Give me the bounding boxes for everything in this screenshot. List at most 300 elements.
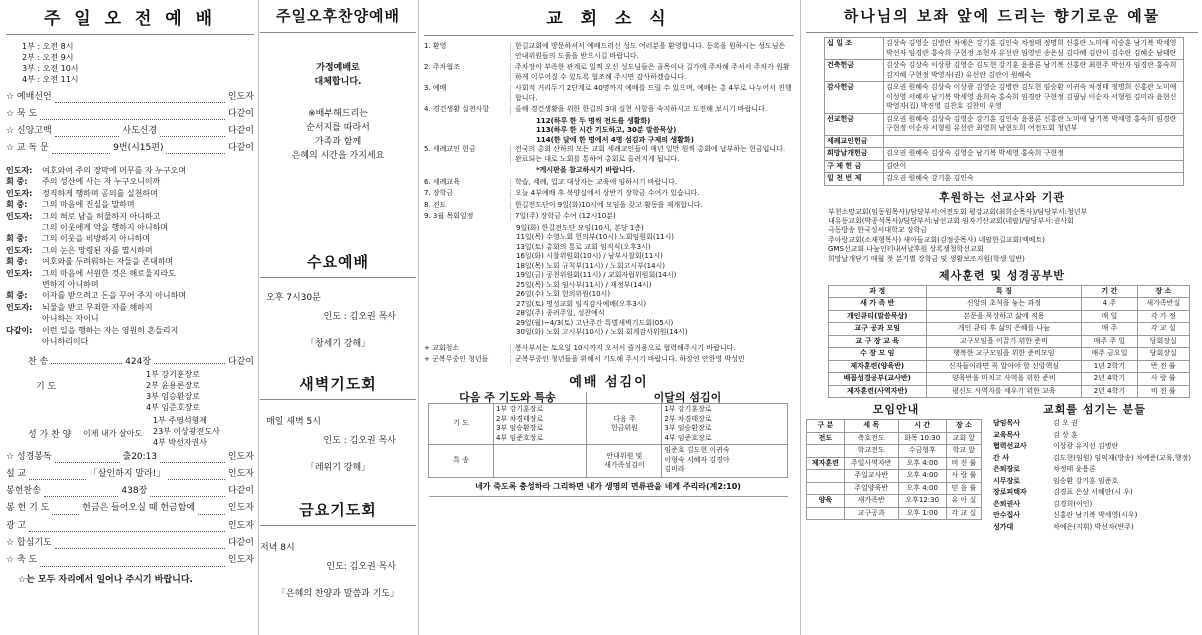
table-cell: 주일교사반	[844, 470, 898, 483]
offering-row	[825, 135, 1184, 148]
schedule-item: 29일(월)~4/3(토) 고난주간 특별새벽기도회(05시)	[516, 318, 674, 327]
offering-row	[825, 148, 1184, 161]
offering-names: 김란이	[884, 160, 1184, 173]
offering-member: 2부 차경태장로	[664, 414, 712, 423]
guide-list	[662, 445, 788, 478]
morning-service-title: 주 일 오 전 예 배	[6, 0, 254, 35]
choir-member: 1부 주영석형제	[153, 415, 208, 425]
order-detail: 9번(시15편)	[113, 143, 164, 153]
table-cell: 전도	[807, 432, 845, 445]
prayer-block	[6, 369, 254, 413]
afternoon-note-line: ※배부해드리는	[308, 109, 368, 119]
morning-service-column	[6, 0, 254, 635]
order-label: 설 교	[6, 468, 27, 479]
afternoon-line: 가정예배로	[316, 63, 360, 73]
header-cell: 세 목	[844, 420, 898, 433]
offering-names	[884, 135, 1184, 148]
table-cell: 교구모임을 이끌기 위한 준비	[926, 335, 1082, 348]
offerings-title: 하나님의 보좌 앞에 드리는 향기로운 예물	[806, 0, 1198, 33]
header-cell: 기 간	[1082, 285, 1137, 298]
news-text: 주차장이 부족한 관계로 일찍 오신 성도님들은 골목이나 길가에 주차해 주셔서 주차가 원활하게 이루어질 수 있도록 협조해 주시면 감사하겠습니다.	[510, 63, 794, 82]
table-cell: 믿 음 률	[946, 482, 981, 495]
mission-item: 극동방송 한국성서대학교 장학금	[828, 226, 928, 235]
dot-leader	[52, 140, 110, 154]
order-leader: 다같이	[227, 537, 254, 548]
servant-role: 장로피택자	[993, 488, 1027, 497]
next-prayer-leader: 2부 차경태장로	[496, 414, 544, 423]
order-leader: 다같이	[227, 126, 254, 136]
table-cell: 양육	[807, 495, 845, 508]
column-divider	[418, 0, 419, 635]
table-cell: 매 일	[1082, 310, 1137, 323]
order-label: 봉헌찬송	[6, 486, 41, 497]
next-prayer-leader: 3부 임승환장로	[496, 424, 544, 432]
servant-names: 차예은(지휘) 박선자(반주)	[1053, 522, 1134, 531]
dot-leader	[166, 140, 224, 154]
news-label: 4. 경건생활 실천사항	[424, 105, 490, 113]
table-cell: 각 교 실	[946, 507, 981, 520]
service-time: 2부 : 오전 9시	[22, 53, 74, 62]
order-label: ☆ 신앙고백	[6, 126, 52, 136]
table-cell: 축호전도	[844, 432, 898, 445]
mission-item: GMS선교회 나눔인터내셔날후원 상록쟁청학선교회	[828, 245, 984, 254]
responsive-text: 여호와를 두려워하는 자들을 존대하며	[42, 257, 174, 267]
order-row	[6, 449, 254, 466]
speaker: 회 중:	[6, 200, 28, 210]
news-item	[424, 63, 794, 82]
schedule-item: 18일(목) 노회 규칙부(11시) / 노회고시부(14시)	[516, 261, 666, 270]
schedule-item: 30일(화) 노회 고시부(10시) / 노회 회계감사위원(14시)	[516, 328, 688, 336]
responsive-line	[6, 336, 254, 347]
servant-role: 안수집사	[993, 511, 1021, 520]
order-row	[6, 535, 254, 552]
header-cell: 시 간	[898, 420, 946, 433]
order-of-worship-top	[6, 89, 254, 157]
order-label: 광 고	[6, 520, 27, 531]
offering-member: 4부 임준호장로	[664, 433, 712, 442]
responsive-line	[6, 188, 254, 199]
meeting-row	[807, 457, 982, 470]
table-cell: 학교 앞	[946, 445, 981, 458]
dawn-leader: 인도 : 김오권 목사	[323, 436, 396, 446]
speaker: 인도자:	[6, 166, 33, 175]
offering-type: 감사헌금	[825, 82, 884, 114]
dot-leader	[29, 518, 225, 532]
prayer-leader: 1부 강기훈장로	[146, 369, 201, 379]
training-row	[829, 360, 1190, 373]
training-title: 제사훈련 및 성경공부반	[939, 268, 1065, 282]
table-cell: 화목 10:30	[898, 432, 946, 445]
hymn-leader: 다같이	[227, 356, 254, 367]
schedule-item: 11일(목) 수영노회 헌의부(10시) 노회임원회(11시)	[516, 233, 674, 241]
responsive-text: 그의 혀로 남을 허물하지 아니하고	[42, 211, 161, 221]
table-cell: 오후 4:00	[898, 457, 946, 470]
offering-member: 1부 강기훈장로	[664, 405, 712, 413]
order-leader: 다같이	[227, 109, 254, 119]
training-row	[829, 298, 1190, 311]
order-leader: 인도자	[227, 520, 254, 531]
order-leader: 다같이	[227, 486, 254, 497]
table-cell: 교회 앞	[946, 432, 981, 445]
table-cell: 신앙의 초석을 놓는 과정	[926, 298, 1082, 311]
hymn-row	[6, 354, 254, 367]
schedule-item: 13일(토) 총회의 통로 교회 임직식(오후3시)	[516, 242, 651, 251]
special-song-value	[494, 445, 587, 478]
news-text: 한길전도단이 9일(화)10시에 모임을 갖고 활동을 재개합니다.	[510, 201, 703, 211]
servant-role: 담임목사	[993, 419, 1021, 428]
servant-names: 신홍란 남기복 박세영(시우)	[1053, 511, 1138, 520]
responsive-line	[6, 268, 254, 279]
hymn-number: 424장	[125, 356, 152, 367]
servant-names: 차정태 윤용론	[1053, 465, 1096, 474]
news-text: 군복무중인 청년들을 위해서 기도해 주시기 바랍니다. 하장연 안한영 박성민	[510, 355, 745, 365]
table-cell: 본문을 묵상하고 삶에 적용	[926, 310, 1082, 323]
table-cell: 새가족반	[844, 495, 898, 508]
schedule-item: 27일(토) 명성교회 임직감사예배(오후3시)	[516, 299, 647, 308]
choir-label: 성 가 찬 양	[28, 429, 72, 440]
responsive-text: 아니하는 자이니	[42, 314, 99, 324]
table-cell: 새 가 족 반	[829, 298, 927, 311]
training-row	[829, 385, 1190, 398]
responsive-text: 뇌물을 받고 무죄한 자를 해하지	[42, 302, 153, 312]
hymn-label: 찬 송	[28, 356, 49, 367]
news-text: 봉사부서는 토요일 10시까지 오셔서 즐거움으로 협력해주시기 바랍니다.	[510, 344, 736, 354]
training-row	[829, 323, 1190, 336]
responsive-text: 정직하게 행하며 공의를 실천하며	[42, 188, 158, 198]
guide-member: 이형숙 서혜자 김경아	[664, 455, 730, 464]
table-cell	[807, 507, 845, 520]
offering-type: 건축헌금	[825, 60, 884, 82]
news-item	[424, 42, 794, 61]
dot-leader	[55, 123, 120, 137]
friday-series: 「은혜의 찬양과 말씀과 기도」	[276, 589, 400, 599]
offering-type: 희망날개헌금	[825, 148, 884, 161]
offering-type: 선교헌금	[825, 113, 884, 135]
responsive-line	[6, 233, 254, 244]
prayer-leader: 4부 임준호장로	[146, 402, 201, 412]
other-services-column	[260, 0, 416, 635]
afternoon-replaced	[260, 61, 416, 89]
order-row	[6, 500, 254, 517]
offering-names: 김상숙 김상숙 이상광 김영순 김도현 강기훈 윤용론 남기복 신홍란 최현주 박선자 임경란 홍숙희 김지혜 구현정 박영자(권) 유선란 김란이 원혜숙	[884, 60, 1184, 82]
schedule-item: 19일(금) 공천위원회(11시) / 교회자립위원회(14시)	[516, 271, 677, 279]
news-item	[424, 344, 794, 354]
offering-member: 3부 임승환장로	[664, 424, 712, 432]
servants-table	[992, 418, 1192, 533]
news-item	[424, 178, 794, 188]
dot-leader	[44, 483, 119, 497]
special-song-label: 특 송	[429, 445, 494, 478]
mission-item: 희망날개닫기 매월 첫 분기별 장학금 및 생활보조지원(학생 일반)	[828, 254, 1025, 263]
table-header	[807, 420, 982, 433]
table-cell: 수 장 모 임	[829, 348, 927, 361]
order-of-worship-bottom	[6, 449, 254, 570]
news-item	[424, 189, 794, 199]
servant-row	[992, 441, 1192, 453]
news-label: 5. 세례교인 헌금	[424, 145, 476, 153]
practice-item: 112(하루 한 두 명씩 전도를 생활화)	[536, 116, 651, 125]
training-row	[829, 310, 1190, 323]
offering-names: 김오권 원혜숙 강기훈 김인숙	[884, 173, 1184, 186]
table-cell: 신자들이라면 꼭 알아야 할 신앙핵심	[926, 360, 1082, 373]
schedule-item: 28일(주) 종려주일, 성찬예식	[516, 309, 605, 317]
meeting-row	[807, 432, 982, 445]
dot-leader	[160, 449, 225, 463]
standing-note: ☆는 모두 자리에서 일어나 주시기 바랍니다.	[18, 574, 193, 585]
news-label: 8. 전도	[424, 200, 447, 209]
responsive-text: 그의 마음에 서원한 것은 해로울지라도	[42, 268, 176, 278]
meeting-row	[807, 482, 982, 495]
wednesday-series: 「창세기 강해」	[305, 339, 371, 349]
news-list	[424, 42, 794, 365]
friday-time: 저녁 8시	[260, 543, 295, 553]
table-cell: 교 구 장 교 육	[829, 335, 927, 348]
news-label: 9. 3월 목회일정	[424, 212, 474, 220]
dot-leader	[40, 106, 225, 120]
servant-names: 이상광 유지선 김병란	[1053, 442, 1119, 451]
table-cell: 교구공과	[844, 507, 898, 520]
next-week-header: 다음 주 기도와 특송	[429, 392, 587, 404]
friday-leader: 인도: 김오권 목사	[326, 562, 396, 572]
order-label: ☆ 교 독 문	[6, 143, 49, 153]
order-row	[6, 89, 254, 106]
dawn-prayer-title: 새벽기도회	[260, 373, 416, 400]
service-times	[22, 41, 254, 85]
afternoon-service-title: 주일오후찬양예배	[260, 0, 416, 33]
responsive-text: 이자를 받으려고 돈을 꾸어 주지 아니하며	[42, 291, 187, 301]
servant-row	[992, 522, 1192, 534]
table-cell: 배꼽성경공부(교사반)	[829, 373, 927, 386]
news-text: 학습, 세례, 입교 대상자는 교육에 임하시기 바랍니다.	[510, 178, 677, 188]
servant-row	[992, 430, 1192, 442]
news-text: 7일(주) 장학금 수여 (12시10분)	[510, 212, 616, 222]
serving-title: 예배 섬김이	[569, 374, 649, 390]
responsive-reading	[6, 165, 254, 348]
order-detail: 헌금은 들어오실 때 헌금함에	[82, 503, 196, 514]
news-text: 올해 경건생활을 위한 한길의 3대 실천 사항을 숙지하시고 도전해 보시기 바랍니다.	[510, 105, 767, 115]
responsive-text: 변하지 아니하며	[42, 280, 99, 290]
speaker: 회 중:	[6, 257, 28, 267]
offering-list	[662, 404, 788, 445]
servant-row	[992, 418, 1192, 430]
order-row	[6, 466, 254, 483]
order-label: ☆ 묵 도	[6, 109, 38, 119]
news-text: 사회적 거리두기 2단계로 40명까지 예배를 드릴 수 있으며, 예배는 총 4부로 나누어서 진행합니다.	[510, 84, 794, 103]
order-detail: 사도신경	[122, 126, 158, 136]
service-time: 4부 : 오전 11시	[22, 75, 79, 84]
speaker: 인도자:	[6, 302, 33, 312]
table-cell: 당회장실	[1137, 335, 1189, 348]
servant-names: 김경희(이인)	[1053, 499, 1093, 508]
news-label: 1. 환영	[424, 42, 447, 50]
training-table	[828, 285, 1190, 399]
responsive-line	[6, 325, 254, 336]
responsive-text: 이런 일을 행하는 자는 영원히 흔들리지	[42, 325, 179, 335]
offering-names: 김오권 원혜숙 김상숙 김영순 남기복 박세영 홍숙희 구현정	[884, 148, 1184, 161]
dawn-time: 매일 새벽 5시	[266, 417, 321, 427]
mission-list	[828, 208, 1198, 264]
dot-leader	[52, 500, 79, 514]
next-prayer-list	[494, 404, 587, 445]
dawn-series: 「레위기 강해」	[305, 463, 371, 473]
order-row	[6, 123, 254, 140]
schedule-item: 9일(화) 한길전도단 모임(10시, 본당 1층)	[516, 223, 644, 232]
offering-names: 김오권 원혜숙 김상숙 김영순 강기훈 김인숙 윤용론 신홍란 노미애 남기복 박세영 홍숙희 임경란 구현정 이순자 서형원 유선란 최영희 남현도희 여전도회 청년부	[884, 113, 1184, 135]
table-cell: 평신도 사역자를 세우기 위한 교육	[926, 385, 1082, 398]
servant-role: 시무장로	[993, 476, 1021, 485]
table-cell: 교구 공과 모임	[829, 323, 927, 336]
order-detail: 출20:13	[122, 451, 158, 462]
afternoon-note-line: 은혜의 시간을 가지세요	[291, 151, 385, 161]
responsive-line	[6, 256, 254, 267]
bottom-section	[806, 401, 1198, 533]
order-label: ☆ 예배선언	[6, 92, 52, 102]
news-item	[424, 355, 794, 365]
service-time: 3부 : 오전 10시	[22, 64, 79, 73]
offering-row	[825, 113, 1184, 135]
speaker: 회 중:	[6, 234, 28, 244]
speaker	[6, 222, 42, 233]
column-divider	[800, 0, 801, 635]
servant-names: 김도현(임원) 임익재(방송) 차예준(교육,행정)	[1053, 453, 1192, 462]
offering-type: 일 천 번 제	[825, 173, 884, 186]
afternoon-note	[260, 107, 416, 163]
offering-row	[825, 160, 1184, 173]
news-item	[424, 105, 794, 115]
servant-names: 김경표 은상 서혜란(시 우)	[1053, 488, 1133, 497]
table-cell: 매주 금요일	[1082, 348, 1137, 361]
table-cell: 1년 2학기	[1082, 360, 1137, 373]
training-row	[829, 373, 1190, 386]
news-item	[424, 84, 794, 103]
table-cell: 주일사역자반	[844, 457, 898, 470]
table-cell: 새가족반실	[1137, 298, 1189, 311]
speaker: 인도자:	[6, 268, 33, 278]
order-leader: 인도자	[227, 92, 254, 102]
mission-title: 후원하는 선교사와 기관	[939, 190, 1065, 204]
offering-label: 다음 주 헌금위원	[587, 404, 662, 445]
table-cell: 오후 4:00	[898, 470, 946, 483]
bible-verse: 네가 죽도록 충성하라 그리하면 내가 생명의 면류관을 네게 주리라(계2:10)	[429, 478, 788, 497]
offering-type: 십 일 조	[825, 38, 884, 60]
choir-block	[6, 415, 254, 448]
offering-type: 구 제 헌 금	[825, 160, 884, 173]
news-item	[424, 145, 794, 164]
training-row	[829, 335, 1190, 348]
news-text: 한길교회에 방문하셔서 예배드리신 성도 여러분을 환영합니다. 등록을 원하시는 성도님은 안내위원들의 도움을 받으시길 바랍니다.	[510, 42, 794, 61]
responsive-text: 여호와여 주의 장막에 머무를 자 누구오며	[42, 166, 187, 175]
speaker: 다같이:	[6, 325, 33, 335]
prayer-leader: 2부 윤용론장로	[146, 380, 201, 390]
dot-leader	[55, 535, 225, 549]
dot-leader	[29, 466, 86, 480]
header-cell: 특 징	[926, 285, 1082, 298]
meeting-table	[806, 419, 982, 520]
table-cell: 오후 4:00	[898, 482, 946, 495]
offering-row	[825, 60, 1184, 82]
responsive-line	[6, 222, 254, 233]
servants-title: 교회를 섬기는 분들	[1043, 403, 1146, 417]
news-label: 7. 장학금	[424, 189, 454, 197]
guide-member: 임준호 김도현 이귀숙	[664, 446, 730, 454]
table-cell: 당회장실	[1137, 348, 1189, 361]
table-cell: 4 주	[1082, 298, 1137, 311]
header-cell: 과 정	[829, 285, 927, 298]
offering-row	[825, 38, 1184, 60]
speaker: 인도자:	[6, 188, 33, 198]
table-cell: 반 전 률	[1137, 360, 1189, 373]
serving-table	[428, 392, 788, 497]
servant-role: 교육목사	[993, 430, 1021, 439]
responsive-line	[6, 245, 254, 256]
servant-role: 협력선교사	[993, 442, 1027, 451]
table-cell: 오후 1:00	[898, 507, 946, 520]
news-text: 오늘 4부예배 후 북양실에서 상반기 장학금 수여가 있습니다.	[510, 189, 700, 199]
table-cell: 학교전도	[844, 445, 898, 458]
table-cell: 개인 큐티 후 삶의 은혜를 나눔	[926, 323, 1082, 336]
order-leader: 인도자	[227, 468, 254, 479]
offerings-table	[824, 37, 1184, 186]
table-cell: 비 전 률	[946, 457, 981, 470]
responsive-line	[6, 199, 254, 210]
speaker	[6, 313, 42, 324]
choir-member: 23부 이상광전도사	[153, 426, 220, 436]
dot-leader	[168, 466, 225, 480]
dot-leader	[150, 483, 225, 497]
table-cell	[807, 445, 845, 458]
servant-row	[992, 487, 1192, 499]
dot-leader	[40, 552, 225, 566]
order-leader: 인도자	[227, 451, 254, 462]
speaker: 회 중:	[6, 291, 28, 301]
order-detail: 「살인하지 말라!」	[88, 468, 166, 479]
order-label: ☆ 축 도	[6, 555, 38, 566]
mission-item: 내유동교회(박종석목사)/담당부서:남선교회 임자기산교회(네팔)/담당부서:권사회	[828, 216, 1074, 225]
responsive-line	[6, 302, 254, 313]
table-cell: 오후12:30	[898, 495, 946, 508]
responsive-line	[6, 290, 254, 301]
table-cell: 개인큐티(말씀묵상)	[829, 310, 927, 323]
column-divider	[258, 0, 259, 635]
table-cell: 매주 주 일	[1082, 335, 1137, 348]
wednesday-service-title: 수요예배	[260, 251, 416, 278]
speaker: 회 중:	[6, 177, 28, 187]
order-label: 봉 헌 기 도	[6, 503, 50, 514]
dot-leader	[160, 123, 225, 137]
order-row	[6, 552, 254, 569]
speaker: 인도자:	[6, 211, 33, 221]
offering-names: 김오권 원혜숙 김상숙 이상광 김영순 김병란 김도현 임승환 이귀숙 차정태 정명희 신홍란 노미애 이성영 서혜자 남기복 박세영 윤희숙 홍숙희 임경란 구현정 김필님 이순자 서형원 김미라 윤현신 박영자(집) 박진영 김찬호 김찬미 우영	[884, 82, 1184, 114]
servant-role: 은퇴장로	[993, 465, 1021, 474]
servant-row	[992, 453, 1192, 465]
speaker	[6, 279, 42, 290]
news-label: 6. 세례교육	[424, 177, 460, 186]
servant-row	[992, 510, 1192, 522]
schedule-item: 25일(목) 노회 임사부(11시) / 재정부(14시)	[516, 280, 652, 289]
table-cell: 양육반을 마치고 사역을 위한 준비	[926, 373, 1082, 386]
offering-names: 김상숙 김영순 김병란 차예은 강기훈 김인숙 차정태 정명희 신홍란 노미애 이승훈 남기복 박세영 박선자 임경란 홍숙희 구현정 조현자 유선란 임영빈 송은심 김다혜 김란이 김수란 김혜순 남태란	[884, 38, 1184, 60]
this-month-header: 이달의 섬김이	[587, 392, 788, 404]
responsive-line	[6, 211, 254, 222]
prayer-leader: 3부 임승환장로	[146, 391, 201, 401]
table-cell: 각 교 실	[1137, 323, 1189, 336]
responsive-text: 아니하리이다	[42, 337, 89, 347]
news-item	[424, 212, 794, 222]
practice-item: 114(한 달에 한 명에서 4명 섬김과 구제의 생활화)	[536, 135, 694, 144]
prayer-list	[146, 369, 200, 413]
order-leader: 다같이	[227, 143, 254, 153]
responsive-line	[6, 165, 254, 176]
